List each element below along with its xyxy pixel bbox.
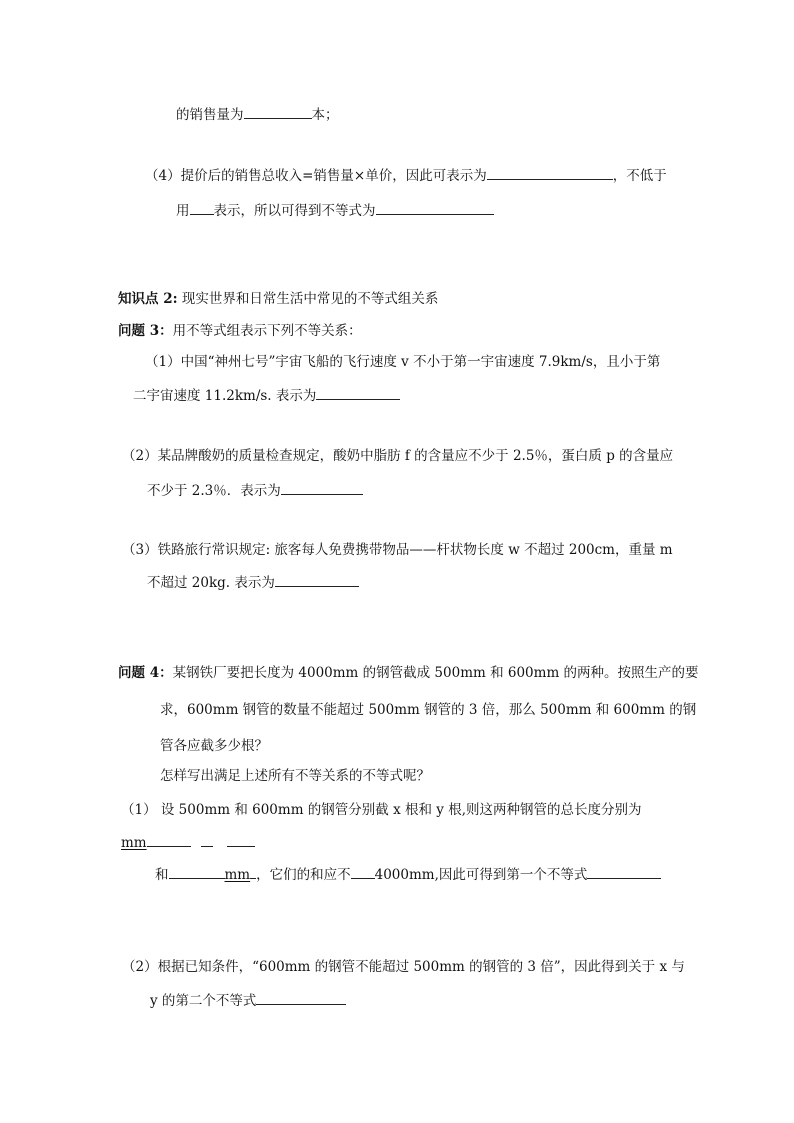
answer-blank[interactable] [351,864,375,879]
q4-step2-line2 [150,990,346,1010]
question-4-line2 [160,701,696,719]
q2-4-text: （4）提价后的销售总收入=销售量×单价，因此可表示为 [145,168,487,184]
q3-item3-line2 [147,572,359,592]
question-4-text: 某钢铁厂要把长度为 4000mm 的钢管截成 500mm 和 600mm 的两种。按照生产的要 [172,665,699,681]
answer-blank[interactable] [487,165,613,180]
q4-step2-text2: y 的第二个不等式 [150,993,257,1009]
answer-blank[interactable] [201,832,213,847]
q4-step2-line1 [122,958,685,976]
question-4-line3 [160,737,268,755]
q3-item1-line2 [133,385,400,405]
q4-step1-line3 [155,864,661,884]
q4-step1-and: 和 [155,867,169,883]
unit-mm: mm [224,867,251,883]
question-4-text2: 求，600mm 钢管的数量不能超过 500mm 钢管的 3 倍，那么 500mm 和 600mm 的钢 [160,702,697,718]
answer-blank[interactable] [147,832,191,847]
q4-step1-line2 [121,832,255,852]
q4-step1-text: （1） 设 500mm 和 600mm 的钢管分别截 x 根和 y 根,则这两种钢管的总长度分别为 [121,802,642,818]
q3-item3-text2: 不超过 20kg. 表示为 [147,575,275,591]
answer-blank[interactable] [587,864,661,879]
q2-4-line2 [176,200,494,220]
q2-tail-text: 的销售量为 [176,107,244,123]
answer-blank[interactable] [316,385,400,400]
q3-item1-text: （1）中国“神州七号”宇宙飞船的飞行速度 v 不小于第一宇宙速度 7.9km/s，且小于第 [145,354,661,370]
question-4-line1 [118,664,699,682]
question-4-label: 问题 4： [118,665,173,681]
q4-step2-text: （2）根据已知条件，“600mm 的钢管不能超过 500mm 的钢管的 3 倍”，因此得到关于 x 与 [122,959,685,975]
question-3-heading [118,322,362,340]
answer-blank[interactable] [190,200,214,215]
q4-step1-suffix: 4000mm,因此可得到第一个不等式 [374,867,588,883]
q3-item2-line1 [122,447,673,465]
q2-4-line1 [145,165,667,185]
q3-item3-line1 [122,541,673,559]
answer-blank[interactable] [169,864,225,879]
answer-blank[interactable] [376,200,494,215]
unit-mm: mm [121,835,147,851]
q3-item2-line2 [147,480,363,500]
answer-blank[interactable] [256,990,346,1005]
q2-4-suffix: ，不低于 [612,168,667,184]
q2-4-line2-prefix: 用 [176,203,190,219]
q3-item1-text2: 二宇宙速度 11.2km/s. 表示为 [133,388,317,404]
q3-item2-text: （2）某品牌酸奶的质量检查规定，酸奶中脂肪 f 的含量应不少于 2.5％，蛋白质 p 的含量应 [122,448,674,464]
question-3-text: 用不等式组表示下列不等关系： [172,323,362,339]
answer-blank[interactable] [281,480,363,495]
q4-step1-line1 [121,801,641,819]
answer-blank[interactable] [275,572,359,587]
question-3-label: 问题 3： [118,323,173,339]
knowledge-point-label: 知识点 2: [118,291,178,307]
question-4-text3: 管各应截多少根？ [160,738,268,754]
q2-tail-after: 本； [311,107,339,123]
q4-step1-mid: ，它们的和应不 [256,867,351,883]
q2-4-line2-mid: 表示，所以可得到不等式为 [213,203,376,219]
q2-tail-line [176,104,339,124]
knowledge-point-text: 现实世界和日常生活中常见的不等式组关系 [177,291,439,307]
answer-blank[interactable] [227,832,255,847]
knowledge-point-heading [118,290,438,308]
q3-item2-text2: 不少于 2.3％．表示为 [147,483,281,499]
question-4-text4: 怎样写出满足上述所有不等关系的不等式呢？ [160,768,430,784]
q3-item3-text: （3）铁路旅行常识规定: 旅客每人免费携带物品——杆状物长度 w 不超过 200cm，重量 m [122,542,673,558]
question-4-line4 [160,767,430,785]
answer-blank[interactable] [244,104,312,119]
q3-item1-line1 [145,353,660,371]
